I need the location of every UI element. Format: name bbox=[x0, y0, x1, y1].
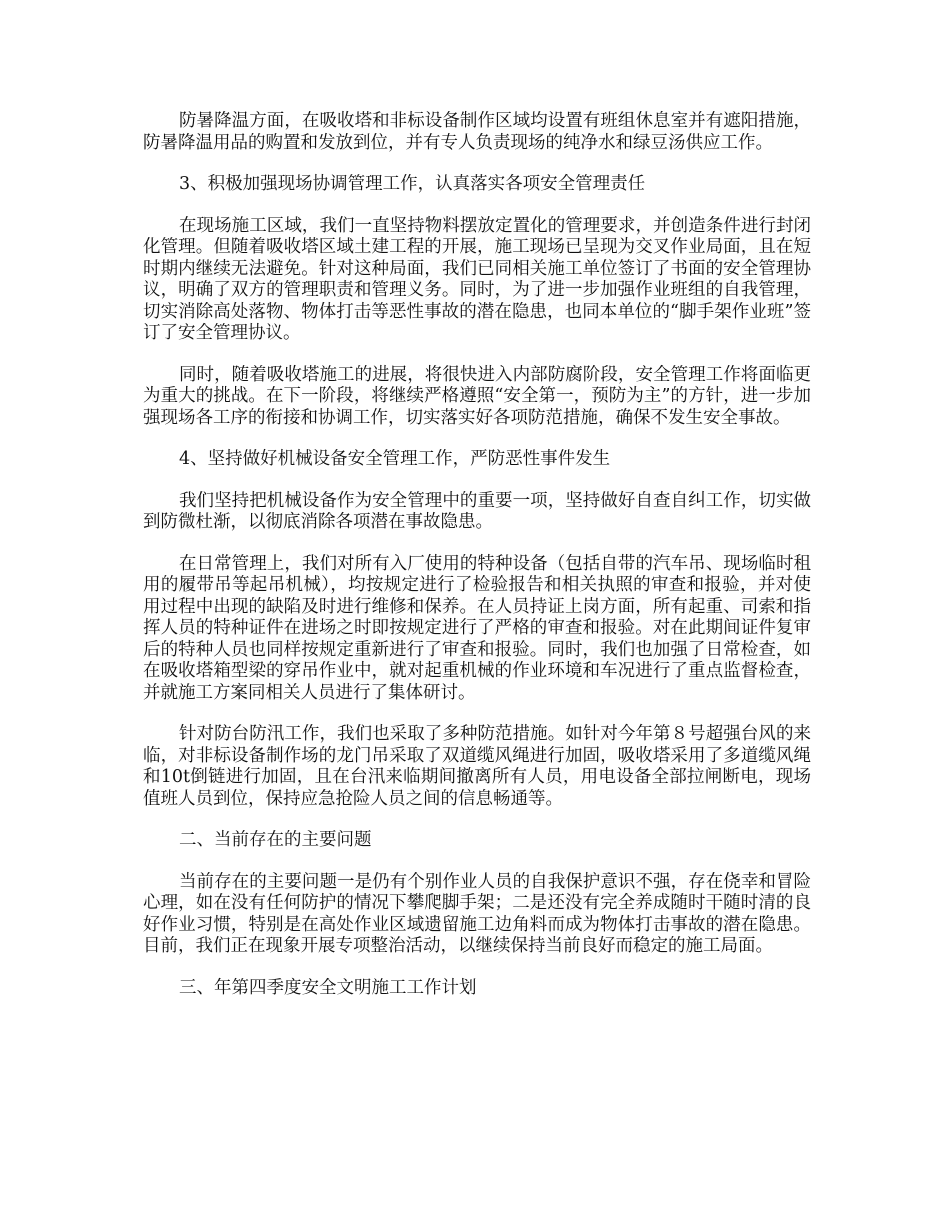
paragraph-daily-management: 在日常管理上，我们对所有入厂使用的特种设备（包括自带的汽车吊、现场临时租用的履带吊等起吊机械），均按规定进行了检验报告和相关执照的审查和报验，并对使用过程中出现的缺陷及时进行维修和保养。在人员持证上岗方面，所有起重、司索和指挥人员的特种证件在进场之时即按规定进行了严格的审查和报验。对在此期间证件复审后的特种人员也同样按规定重新进行了审查和报验。同时，我们也加强了日常检查，如在吸收塔箱型梁的穿吊作业中，就对起重机械的作业环境和车况进行了重点监督检查，并就施工方案同相关人员进行了集体研讨。 bbox=[143, 553, 811, 703]
paragraph-heatstroke-prevention: 防暑降温方面，在吸收塔和非标设备制作区域均设置有班组休息室并有遮阳措施，防暑降温用品的购置和发放到位，并有专人负责现场的纯净水和绿豆汤供应工作。 bbox=[143, 111, 811, 153]
paragraph-machinery-inspection: 我们坚持把机械设备作为安全管理中的重要一项，坚持做好自查自纠工作，切实做到防微杜渐，以彻底消除各项潜在事故隐患。 bbox=[143, 490, 811, 532]
section-heading-3: 3、积极加强现场协调管理工作，认真落实各项安全管理责任 bbox=[179, 174, 646, 194]
section-heading-q4-plan: 三、年第四季度安全文明施工工作计划 bbox=[179, 977, 477, 998]
paragraph-next-stage: 同时，随着吸收塔施工的进展，将很快进入内部防腐阶段，安全管理工作将面临更为重大的挑战。在下一阶段，将继续严格遵照“安全第一，预防为主”的方针，进一步加强现场各工序的衔接和协调工作，切实落实好各项防范措施，确保不发生安全事故。 bbox=[143, 364, 811, 428]
paragraph-current-problems: 当前存在的主要问题一是仍有个别作业人员的自我保护意识不强，存在侥幸和冒险心理，如在没有任何防护的情况下攀爬脚手架；二是还没有完全养成随时干随时清的良好作业习惯，特别是在高处作业区域遗留施工边角料而成为物体打击事故的潜在隐患。目前，我们正在现象开展专项整治活动，以继续保持当前良好而稳定的施工局面。 bbox=[143, 871, 811, 956]
paragraph-site-coordination: 在现场施工区域，我们一直坚持物料摆放定置化的管理要求，并创造条件进行封闭化管理。但随着吸收塔区域土建工程的开展，施工现场已呈现为交叉作业局面，且在短时期内继续无法避免。针对这种局面，我们已同相关施工单位签订了书面的安全管理协议，明确了双方的管理职责和管理义务。同时，为了进一步加强作业班组的自我管理，切实消除高处落物、物体打击等恶性事故的潜在隐患，也同本单位的“脚手架作业班”签订了安全管理协议。 bbox=[143, 215, 811, 343]
section-heading-current-problems: 二、当前存在的主要问题 bbox=[179, 830, 372, 850]
section-heading-4: 4、坚持做好机械设备安全管理工作，严防恶性事件发生 bbox=[179, 449, 611, 469]
paragraph-typhoon-prevention: 针对防台防汛工作，我们也采取了多种防范措施。如针对今年第８号超强台风的来临，对非标设备制作场的龙门吊采取了双道缆风绳进行加固，吸收塔采用了多道缆风绳和10t倒链进行加固，且在台汛来临期间撤离所有人员，用电设备全部拉闸断电，现场值班人员到位，保持应急抢险人员之间的信息畅通等。 bbox=[143, 724, 811, 809]
document-body bbox=[143, 111, 811, 1019]
